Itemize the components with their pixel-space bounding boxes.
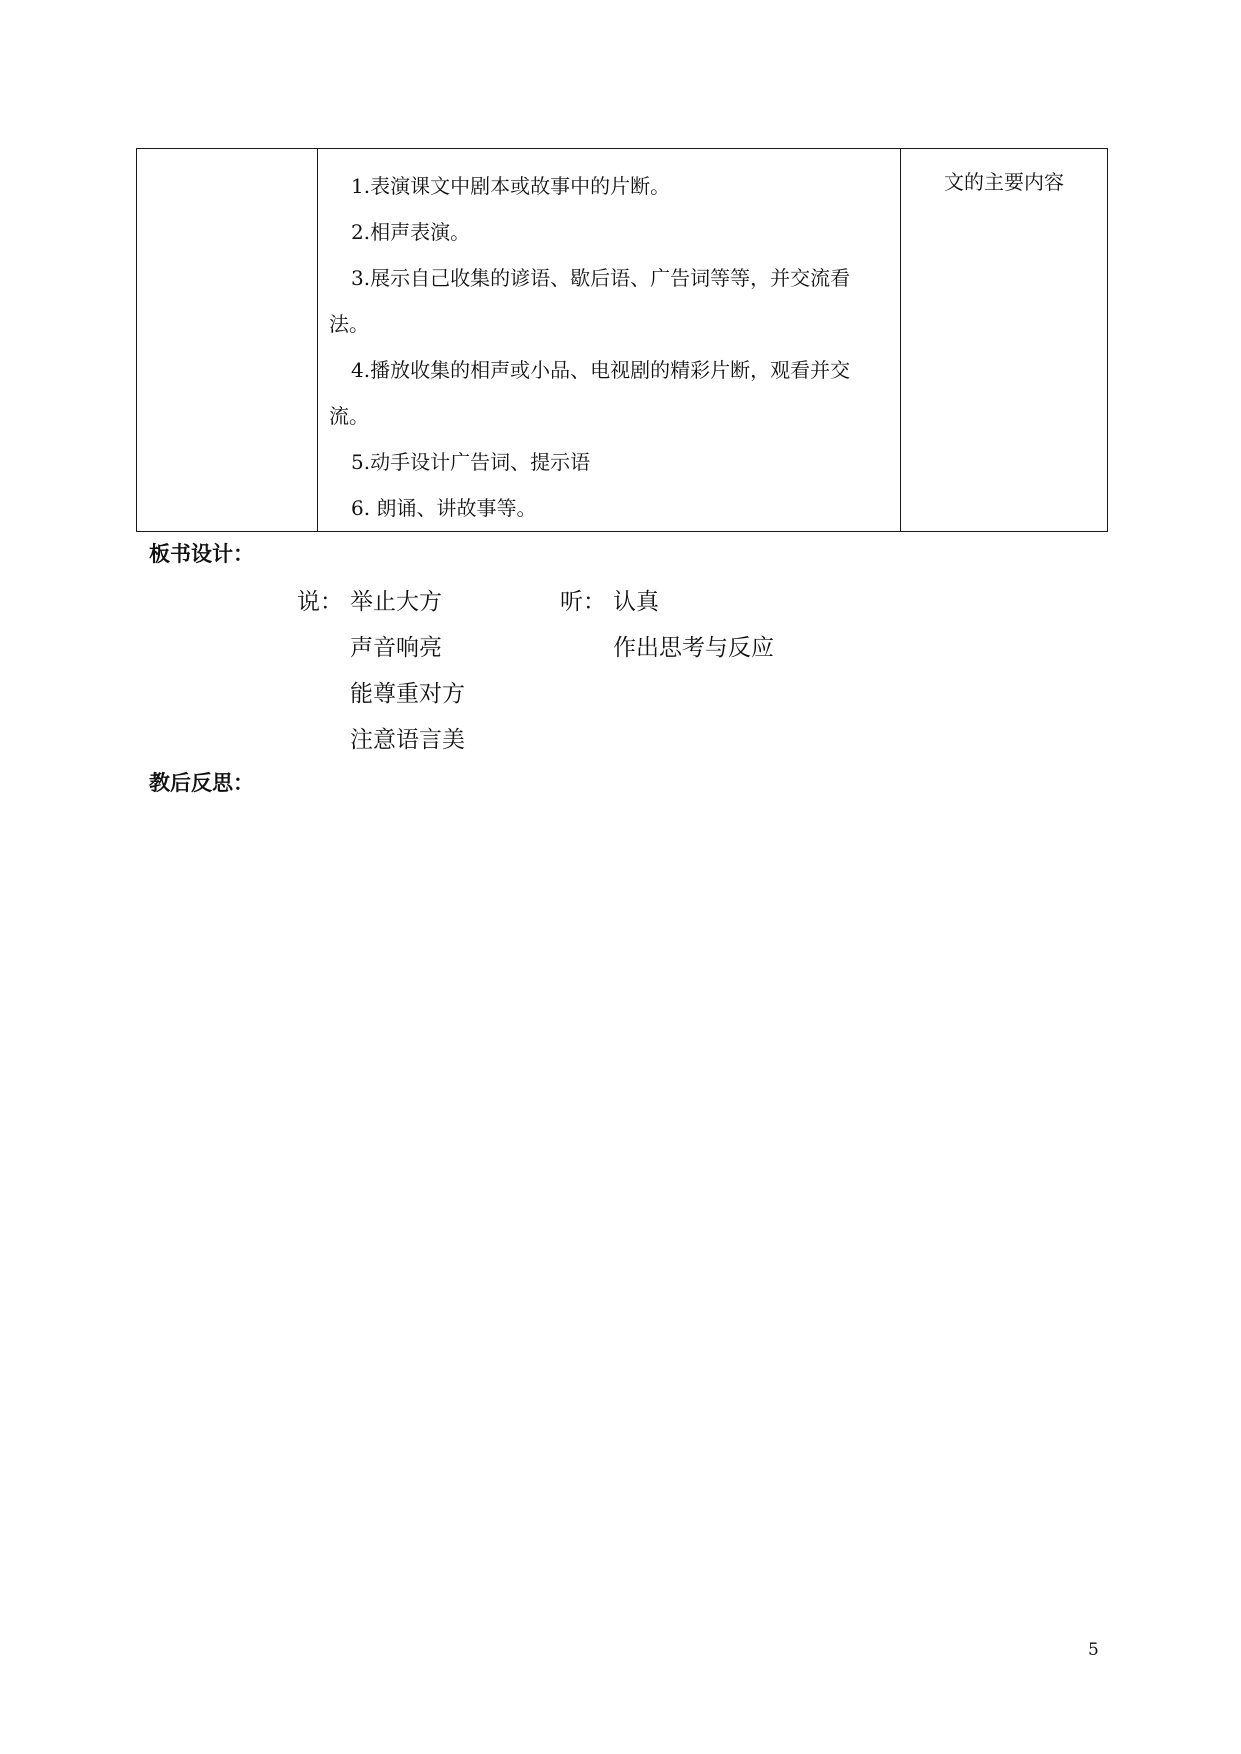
lesson-activity-table [136,148,1108,532]
board-design-heading: 板书设计： [149,542,254,566]
page-number: 5 [1088,1640,1099,1660]
table-cell-summary [901,149,1108,532]
activity-item: 1.表演课文中剧本或故事中的片断。 [351,174,671,198]
speak-item: 声音响亮 [350,635,442,661]
speak-item: 能尊重对方 [350,681,465,707]
summary-text: 文的主要内容 [944,170,1064,194]
activity-item: 6. 朗诵、讲故事等。 [351,496,537,520]
activity-list [318,149,900,531]
speak-item: 注意语言美 [350,727,465,753]
activity-item: 2.相声表演。 [351,220,471,244]
table-row [137,149,1108,532]
table-cell-activities [318,149,901,532]
listen-item: 作出思考与反应 [613,635,774,661]
activity-item: 4.播放收集的相声或小品、电视剧的精彩片断，观看并交流。 [329,358,851,428]
speak-label: 说： [297,589,343,615]
listen-label: 听： [560,589,606,615]
speak-item: 举止大方 [350,589,442,615]
table-cell-empty [137,149,318,532]
activity-item: 3.展示自己收集的谚语、歇后语、广告词等等，并交流看法。 [329,266,851,336]
reflection-heading: 教后反思： [149,771,254,795]
activity-item: 5.动手设计广告词、提示语 [351,450,591,474]
listen-item: 认真 [613,589,659,615]
